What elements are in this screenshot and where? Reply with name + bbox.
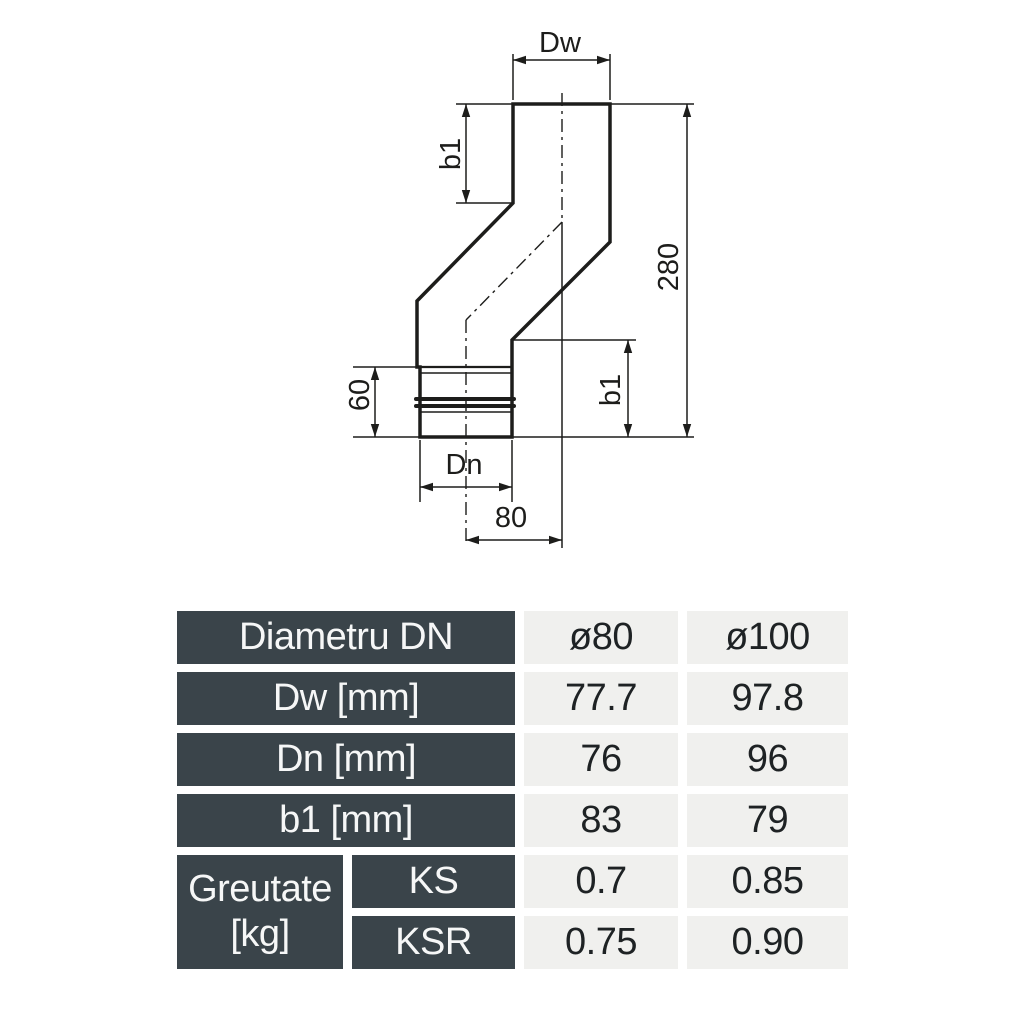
spec-value-ksr-100: 0.90: [687, 916, 848, 969]
spec-header-dn: Dn [mm]: [177, 733, 515, 786]
spec-value-ksr-80: 0.75: [524, 916, 678, 969]
spec-value-ks-80: 0.7: [524, 855, 678, 908]
pipe-socket-rings: [416, 367, 514, 412]
greutate-label-line1: Greutate: [188, 868, 332, 911]
spec-header-b1: b1 [mm]: [177, 794, 515, 847]
dim-label-b1-upper: b1: [435, 137, 467, 171]
dim-label-b1-lower: b1: [595, 373, 627, 407]
dim-label-80: 80: [494, 502, 528, 534]
greutate-label-line2: [kg]: [230, 913, 290, 955]
spec-header-greutate: [177, 855, 343, 969]
dimension-lines: [375, 60, 687, 540]
spec-value-ks-100: 0.85: [687, 855, 848, 908]
spec-value-b1-100: 79: [687, 794, 848, 847]
dim-label-60: 60: [344, 378, 376, 412]
dim-label-280: 280: [653, 242, 685, 292]
dim-label-dw: Dw: [539, 27, 581, 59]
spec-value-dw-80: 77.7: [524, 672, 678, 725]
spec-value-b1-80: 83: [524, 794, 678, 847]
extension-lines: [353, 54, 694, 548]
spec-header-ksr: KSR: [352, 916, 515, 969]
spec-value-dn-100: 96: [687, 733, 848, 786]
spec-header-ks: KS: [352, 855, 515, 908]
spec-value-diametru-100: ø100: [687, 611, 848, 664]
spec-value-dw-100: 97.8: [687, 672, 848, 725]
spec-table: [177, 611, 848, 969]
spec-value-diametru-80: ø80: [524, 611, 678, 664]
spec-header-dw: Dw [mm]: [177, 672, 515, 725]
spec-header-diametru: Diametru DN: [177, 611, 515, 664]
spec-value-dn-80: 76: [524, 733, 678, 786]
dim-label-dn: Dn: [445, 449, 483, 481]
